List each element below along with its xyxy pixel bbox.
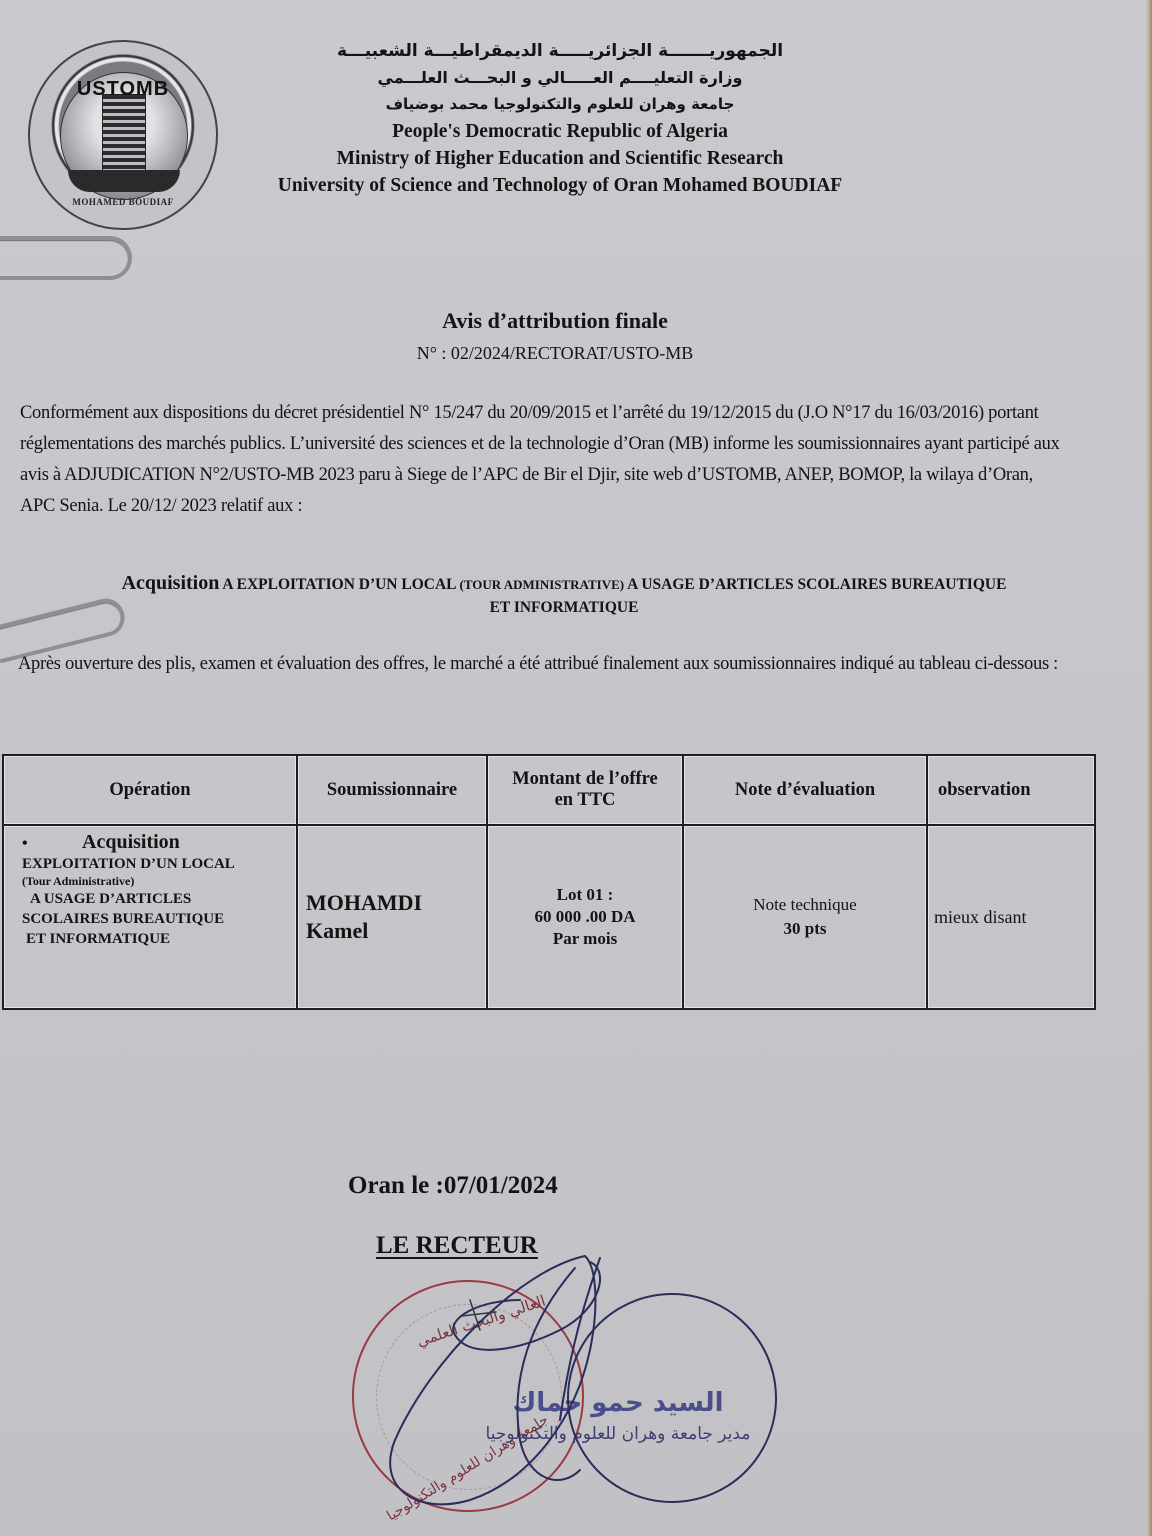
cell-bidder — [297, 825, 487, 1009]
score-value: 30 pts — [783, 919, 827, 938]
english-header-line-3: University of Science and Technology of Oran Mohamed BOUDIAF — [277, 175, 843, 196]
operation-line-4: SCOLAIRES BUREAUTIQUE — [22, 911, 225, 927]
arabic-header-line-1: الجمهوريـــــــة الجزائريـــــة الديمقراطيـــة الشعبيـــة — [336, 41, 784, 61]
award-table — [2, 754, 1096, 1010]
place-date: Oran le :07/01/2024 — [348, 1172, 558, 1199]
stamp-top-text: العالي والبحث العلمي — [414, 1291, 548, 1351]
table-row — [3, 825, 1095, 1009]
header-amount — [487, 755, 683, 825]
table-header-row — [3, 755, 1095, 825]
cell-observation: mieux disant — [927, 825, 1095, 1009]
name-stamp-line-1: السيد حمو حماك — [512, 1388, 724, 1418]
paper-edge — [1146, 0, 1152, 1536]
subject-part-3: A USAGE D’ARTICLES SCOLAIRES BUREAUTIQUE — [624, 576, 1007, 593]
stamp-bottom-text: جامعة وهران للعلوم والتكنولوجيا — [383, 1411, 552, 1525]
logo-building-icon — [102, 94, 146, 180]
university-logo — [28, 40, 218, 230]
operation-head: • Acquisition — [22, 831, 180, 853]
logo-band — [68, 170, 180, 192]
amount-period: Par mois — [552, 929, 618, 948]
english-header-line-1: People's Democratic Republic of Algeria — [392, 121, 728, 142]
logo-title: USTOMB — [76, 78, 170, 100]
paperclip-icon — [0, 236, 132, 280]
cell-operation — [3, 825, 297, 1009]
header-bidder: Soumissionnaire — [297, 755, 487, 825]
subject-line — [34, 572, 1094, 617]
subject-part-2: (TOUR ADMINISTRATIVE) — [459, 577, 625, 592]
notice-reference: N° : 02/2024/RECTORAT/USTO-MB — [416, 343, 694, 363]
operation-line-1: EXPLOITATION D’UN LOCAL — [22, 856, 235, 872]
arabic-header-line-2: وزارة التعليــــم العـــــالي و البحـــث العلـــمي — [377, 68, 743, 87]
operation-line-2: (Tour Administrative) — [22, 874, 135, 888]
cell-amount — [487, 825, 683, 1009]
signer-title: LE RECTEUR — [376, 1232, 538, 1259]
bidder-firstname: Kamel — [306, 918, 369, 943]
amount-lot: Lot 01 : — [556, 885, 614, 904]
operation-line-5: ET INFORMATIQUE — [26, 931, 171, 947]
score-label: Note technique — [753, 895, 857, 914]
bullet-icon: • — [22, 835, 28, 852]
header-amount-line-2: en TTC — [554, 790, 616, 810]
amount-value: 60 000 .00 DA — [534, 907, 636, 926]
arabic-header-line-3: جامعة وهران للعلوم والتكنولوجيا محمد بوضياف — [385, 95, 735, 113]
notice-title: Avis d’attribution finale — [442, 308, 668, 333]
result-paragraph: Après ouverture des plis, examen et évaluation des offres, le marché a été attribué finalement aux soumissionnaires indiqué au tableau ci-dessous : — [18, 654, 1059, 674]
logo-bottom-text: MOHAMED BOUDIAF — [72, 197, 174, 207]
header-observation: observation — [927, 755, 1095, 825]
intro-paragraph: Conformément aux dispositions du décret présidentiel N° 15/247 du 20/09/2015 et l’arrêté du 19/12/2015 du (J.O N°17 du 16/03/2016) portant réglementations des marchés publics. L’université des sciences et de la technologie d’Oran (MB) informe les soumissionnaires ayant participé aux avis à ADJUDICATION N°2/USTO-MB 2023 paru à Siege de l’APC de Bir el Djir, site web d’USTOMB, ANEP, BOMOP, la wilaya d’Oran, APC Senia. Le 20/12/ 2023 relatif aux : — [20, 403, 1060, 516]
english-header-line-2: Ministry of Higher Education and Scientific Research — [336, 148, 784, 169]
bidder-surname: MOHAMDI — [306, 890, 423, 915]
letterhead — [230, 38, 890, 199]
subject-lead: Acquisition — [121, 572, 220, 594]
header-score: Note d’évaluation — [683, 755, 927, 825]
name-stamp — [468, 1388, 768, 1444]
subject-line-2: ET INFORMATIQUE — [489, 599, 639, 616]
header-amount-line-1: Montant de l’offre — [512, 769, 658, 789]
header-operation: Opération — [3, 755, 297, 825]
subject-part-1: A EXPLOITATION D’UN LOCAL — [219, 576, 460, 593]
operation-line-3: A USAGE D’ARTICLES — [30, 891, 192, 907]
cell-score — [683, 825, 927, 1009]
name-stamp-line-2: مدير جامعة وهران للعلوم والتكنولوجيا — [485, 1424, 751, 1444]
